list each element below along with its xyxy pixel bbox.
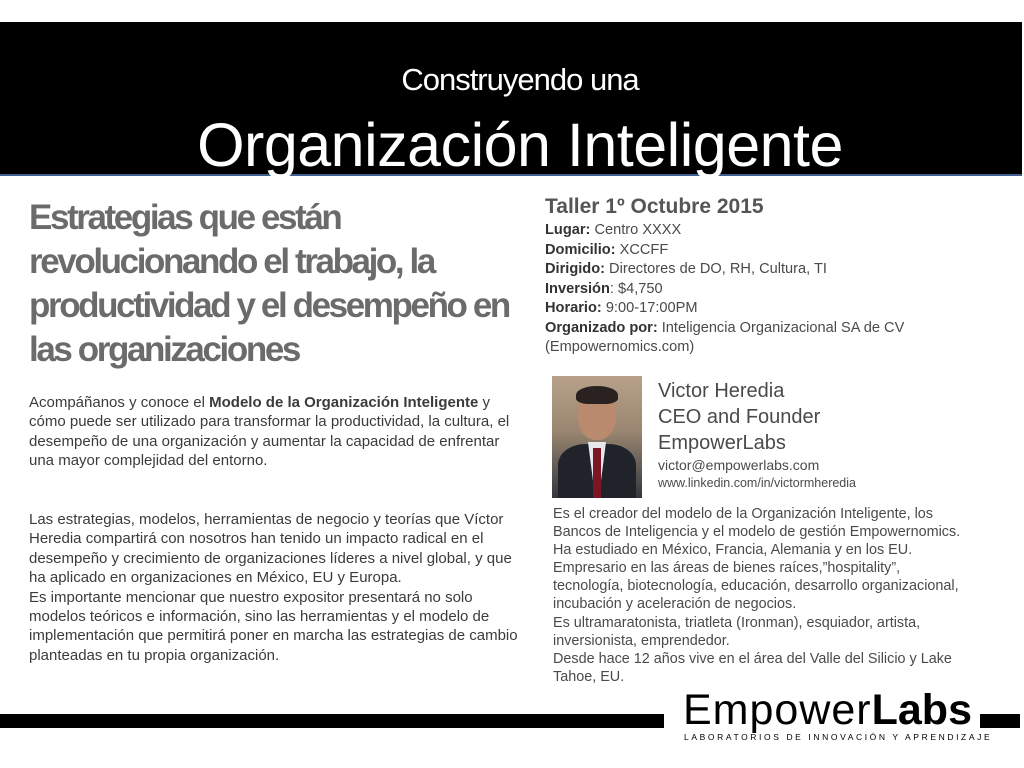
event-detail-row [545, 221, 965, 241]
speaker-name: Victor Heredia [658, 380, 785, 402]
detail-label: Inversión [545, 280, 610, 297]
speaker-photo [552, 376, 642, 498]
event-details [545, 195, 965, 358]
detail-value: Centro XXXX [590, 222, 682, 238]
bio-line: Bancos de Inteligencia y el modelo de gestión Empowernomics. [553, 524, 961, 541]
bio-line: Es ultramaratonista, triatleta (Ironman), esquiador, artista, [553, 614, 921, 631]
header-banner [0, 22, 1022, 179]
detail-value: Directores de DO, RH, Cultura, TI [605, 261, 827, 277]
event-detail-row [545, 319, 965, 358]
detail-label: Domicilio: [545, 241, 616, 258]
speaker-email: victor@empowerlabs.com [658, 457, 820, 473]
event-detail-row [545, 241, 965, 261]
bio-line: Desde hace 12 años vive en el área del Valle del Silicio y Lake [553, 650, 952, 667]
speaker-linkedin: www.linkedin.com/in/victormheredia [658, 476, 856, 490]
intro-text-b: y cómo puede ser utilizado para transformar la productividad, la cultura, el desempeño de una organización y aumentar la capacidad de enfrentar una mayor complejidad del entorno. [29, 394, 510, 470]
intro-text-a: Acompáñanos y conoce el [29, 394, 210, 411]
detail-label: Horario: [545, 300, 602, 316]
speaker-note-text: Es importante mencionar que nuestro expositor presentará no solo modelos teóricos e información, sino las herramientas y el modelo de implementación que permitirá poner en marcha las estrategias de cambio planteadas en tu propia organización. [29, 588, 518, 664]
detail-label: Lugar: [545, 222, 591, 238]
intro-text-bold: Modelo de la Organización Inteligente [209, 394, 479, 411]
speaker-contact [658, 378, 998, 492]
detail-label: Dirigido: [545, 261, 605, 277]
logo-tagline: LABORATORIOS DE INNOVACIÓN Y APRENDIZAJE [684, 732, 993, 742]
event-title: Taller 1º Octubre 2015 [545, 195, 764, 218]
intro-paragraph [29, 393, 519, 471]
footer-bar-left [0, 714, 664, 728]
detail-value: : $4,750 [609, 280, 663, 297]
empowerlabs-logo [683, 688, 972, 732]
bio-line: incubación y aceleración de negocios. [553, 596, 797, 613]
strategies-paragraph [29, 510, 519, 665]
detail-value: 9:00-17:00PM [601, 300, 698, 316]
detail-value: Inteligencia Organizacional SA de CV (Empowernomics.com) [545, 319, 905, 355]
speaker-bio [553, 505, 1003, 686]
event-detail-row [545, 260, 965, 280]
event-detail-row [545, 280, 965, 300]
logo-word-empower: Empower [683, 686, 872, 734]
bio-line: Es el creador del modelo de la Organización Inteligente, los [553, 506, 933, 522]
photo-hair [576, 386, 618, 404]
event-detail-row [545, 299, 965, 319]
bio-line: Tahoe, EU. [553, 668, 625, 685]
photo-tie [593, 448, 601, 498]
speaker-role: CEO and Founder [658, 406, 821, 428]
headline: Estrategias que están revolucionando el trabajo, la productividad y el desempeño en las organizaciones [29, 198, 509, 369]
bio-line: Empresario en las áreas de bienes raíces,”hospitality”, [553, 560, 901, 577]
bio-line: tecnología, biotecnología, educación, desarrollo organizacional, [553, 578, 959, 595]
logo-word-labs: Labs [871, 686, 972, 734]
bio-line: Ha estudiado en México, Francia, Alemania y en los EU. [553, 542, 913, 559]
header-title: Organización Inteligente [197, 111, 843, 179]
header-subtitle: Construyendo una [401, 62, 639, 97]
detail-value: XCCFF [615, 241, 669, 258]
detail-label: Organizado por: [545, 319, 658, 336]
speaker-company: EmpowerLabs [658, 432, 786, 454]
strategies-text: Las estrategias, modelos, herramientas de negocio y teorías que Víctor Heredia compartirá con nosotros han tenido un impacto radical en el desempeño y crecimiento de organizaciones líderes a nivel global, y que ha aplicado en organizaciones en México, EU y Europa. [29, 511, 512, 587]
bio-line: inversionista, emprendedor. [553, 632, 730, 649]
footer-bar-right [980, 714, 1020, 728]
